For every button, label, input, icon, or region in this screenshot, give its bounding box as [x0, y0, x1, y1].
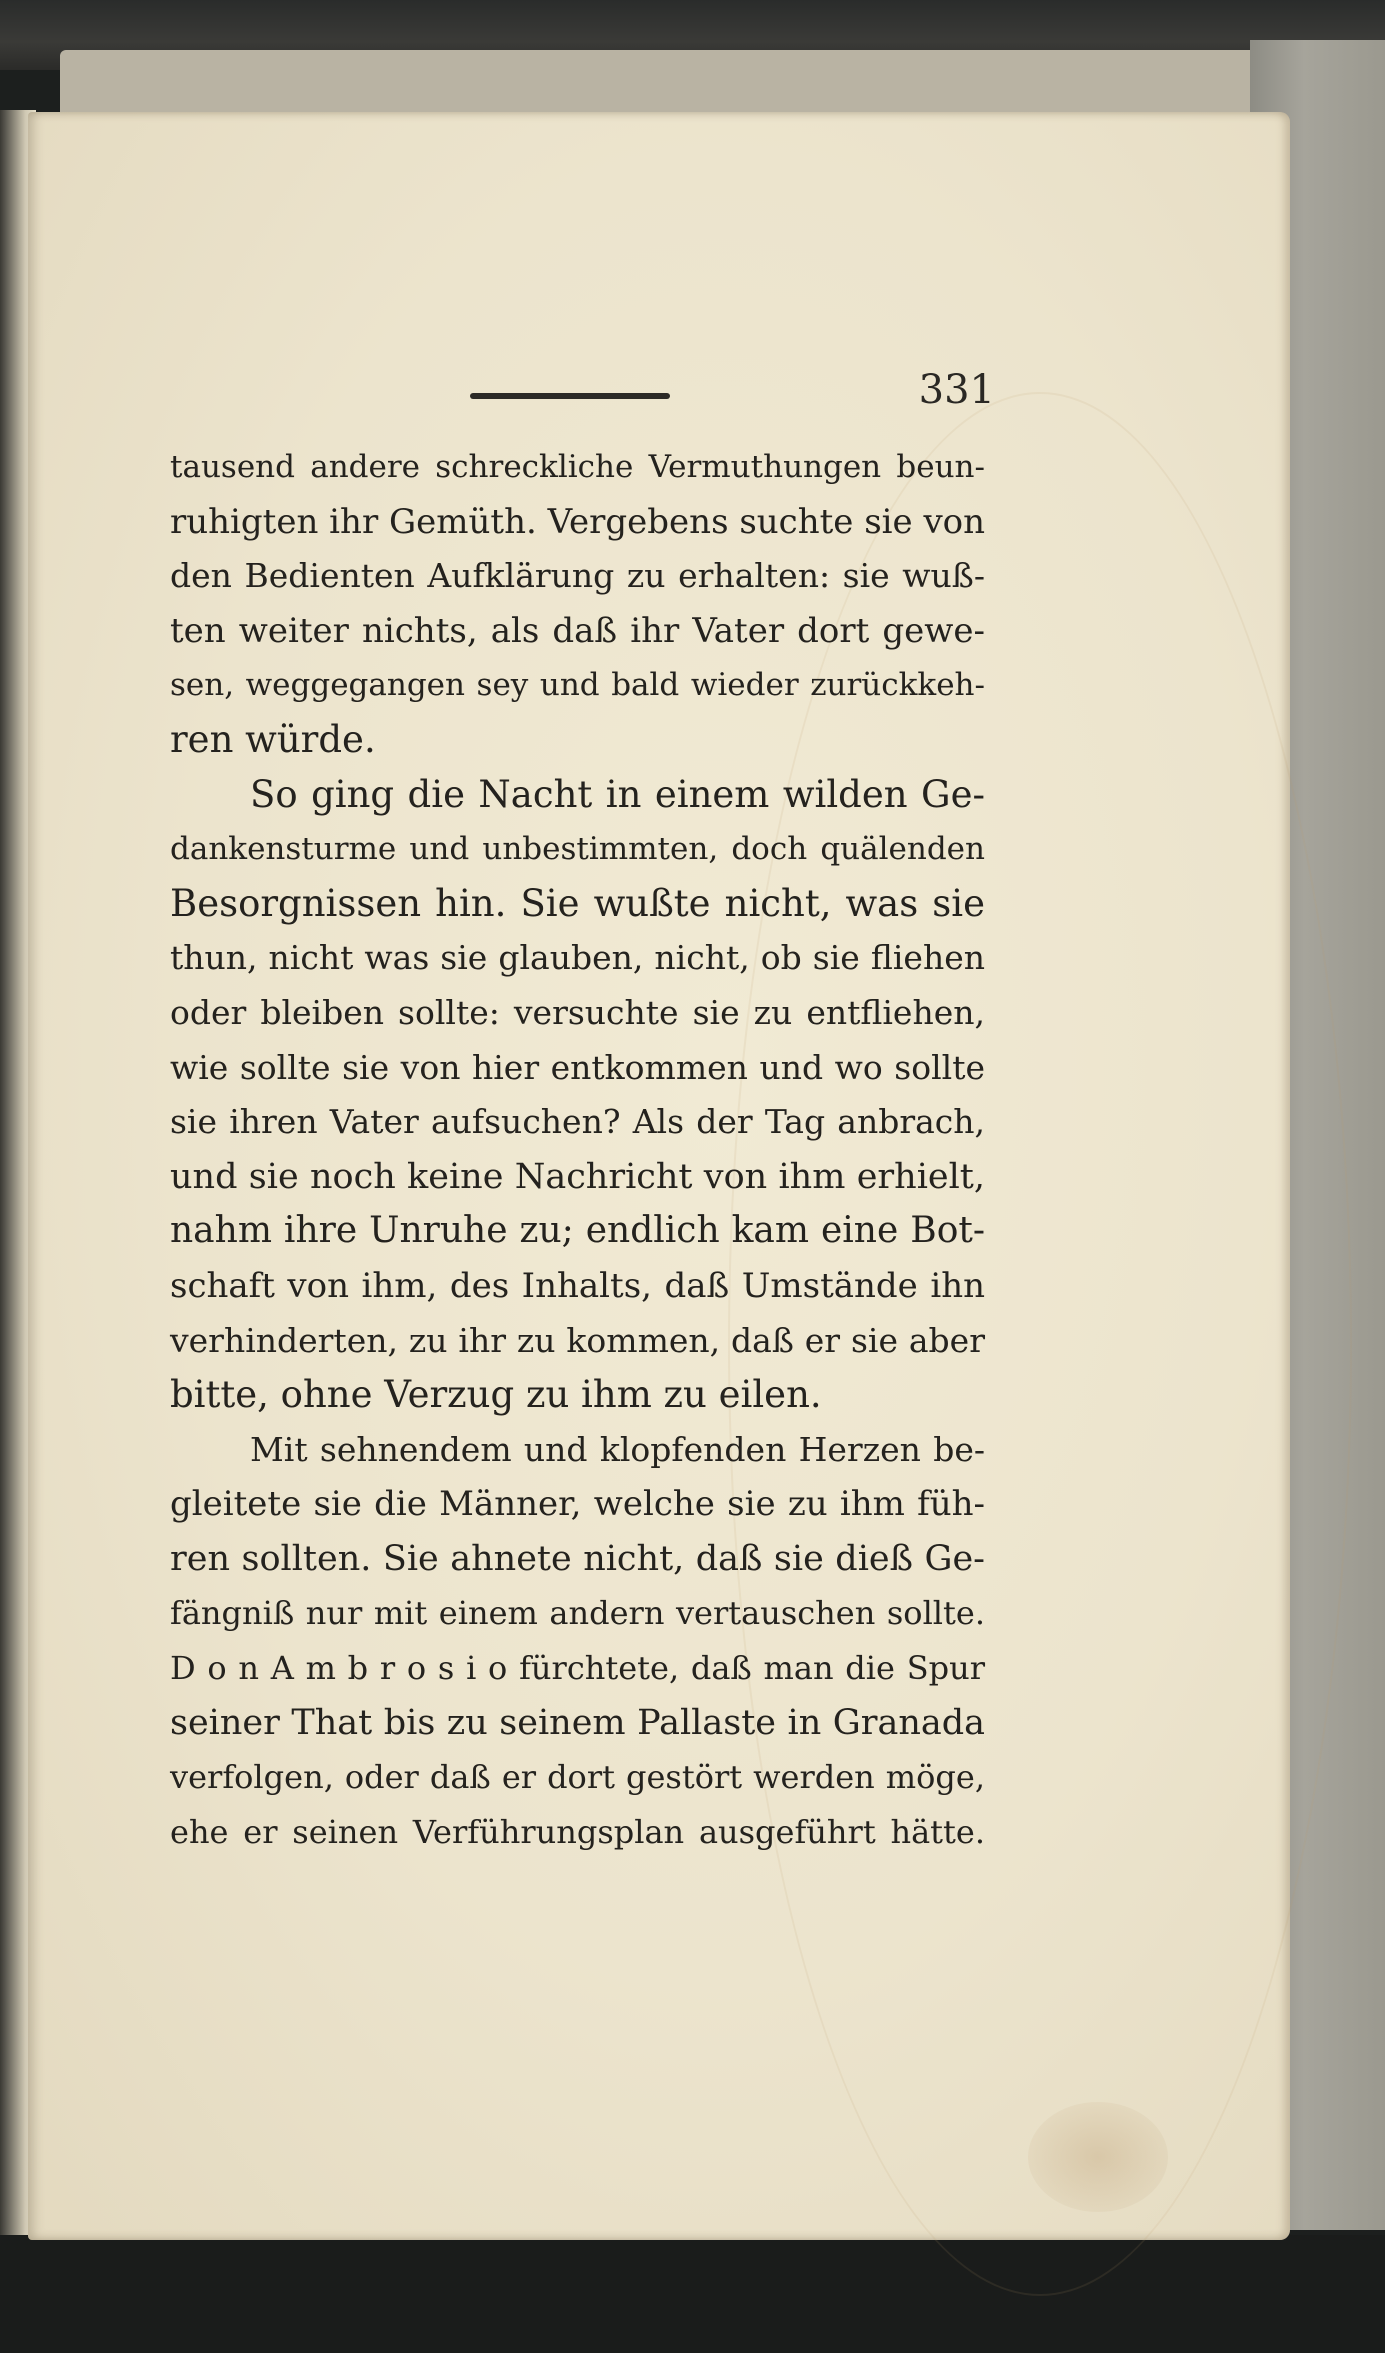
- text-line: nahm ihre Unruhe zu; endlich kam eine Bot-: [170, 1210, 985, 1252]
- text-line: sie ihren Vater aufsuchen? Als der Tag anbrach,: [170, 1102, 985, 1142]
- paragraph: [170, 1423, 985, 1860]
- text-line: ren sollten. Sie ahnete nicht, daß sie dieß Ge-: [170, 1538, 985, 1579]
- text-line: Besorgnissen hin. Sie wußte nicht, was sie: [170, 881, 985, 925]
- text-line: ten weiter nichts, als daß ihr Vater dort gewe-: [170, 610, 985, 651]
- text-line: wie sollte sie von hier entkommen und wo sollte: [170, 1047, 985, 1087]
- text-line: oder bleiben sollte: versuchte sie zu entfliehen,: [170, 992, 985, 1032]
- text-line: ruhigten ihr Gemüth. Vergebens suchte sie von: [170, 501, 986, 542]
- paragraph: [170, 440, 985, 768]
- text-line: schaft von ihm, des Inhalts, daß Umstände ihn: [170, 1265, 985, 1306]
- foxing-spot: [1028, 2102, 1168, 2212]
- text-line: verfolgen, oder daß er dort gestört werden möge,: [170, 1758, 985, 1797]
- text-line: So ging die Nacht in einem wilden Ge-: [250, 772, 985, 816]
- background-shadow: [0, 2235, 1385, 2353]
- page-header: [0, 360, 1385, 420]
- text-line: fängniß nur mit einem andern vertauschen sollte.: [170, 1594, 985, 1633]
- text-line: gleitete sie die Männer, welche sie zu ihm füh-: [170, 1484, 985, 1525]
- text-line: den Bedienten Aufklärung zu erhalten: sie wuß-: [170, 556, 985, 596]
- text-line: thun, nicht was sie glauben, nicht, ob sie fliehen: [170, 938, 985, 978]
- text-line: D o n A m b r o s i o fürchtete, daß man die Spur: [170, 1649, 985, 1688]
- text-line: tausend andere schreckliche Vermuthungen beun-: [170, 449, 985, 485]
- text-line: bitte, ohne Verzug zu ihm zu eilen.: [170, 1373, 822, 1417]
- header-rule: [470, 393, 670, 399]
- text-line: sen, weggegangen sey und bald wieder zurückkeh-: [170, 667, 985, 704]
- text-line: ren würde.: [170, 717, 376, 761]
- paragraph: [170, 768, 985, 1423]
- text-line: und sie noch keine Nachricht von ihm erhielt,: [170, 1156, 985, 1197]
- text-line: seiner That bis zu seinem Pallaste in Granada: [170, 1702, 985, 1743]
- text-line: Mit sehnendem und klopfenden Herzen be-: [250, 1429, 985, 1469]
- text-line: verhinderten, zu ihr zu kommen, daß er sie aber: [170, 1320, 985, 1360]
- page-number: 331: [918, 367, 995, 413]
- body-text: [170, 440, 985, 1859]
- text-line: ehe er seinen Verführungsplan ausgeführt hätte.: [170, 1812, 985, 1851]
- text-line: dankensturme und unbestimmten, doch quälenden: [170, 831, 985, 868]
